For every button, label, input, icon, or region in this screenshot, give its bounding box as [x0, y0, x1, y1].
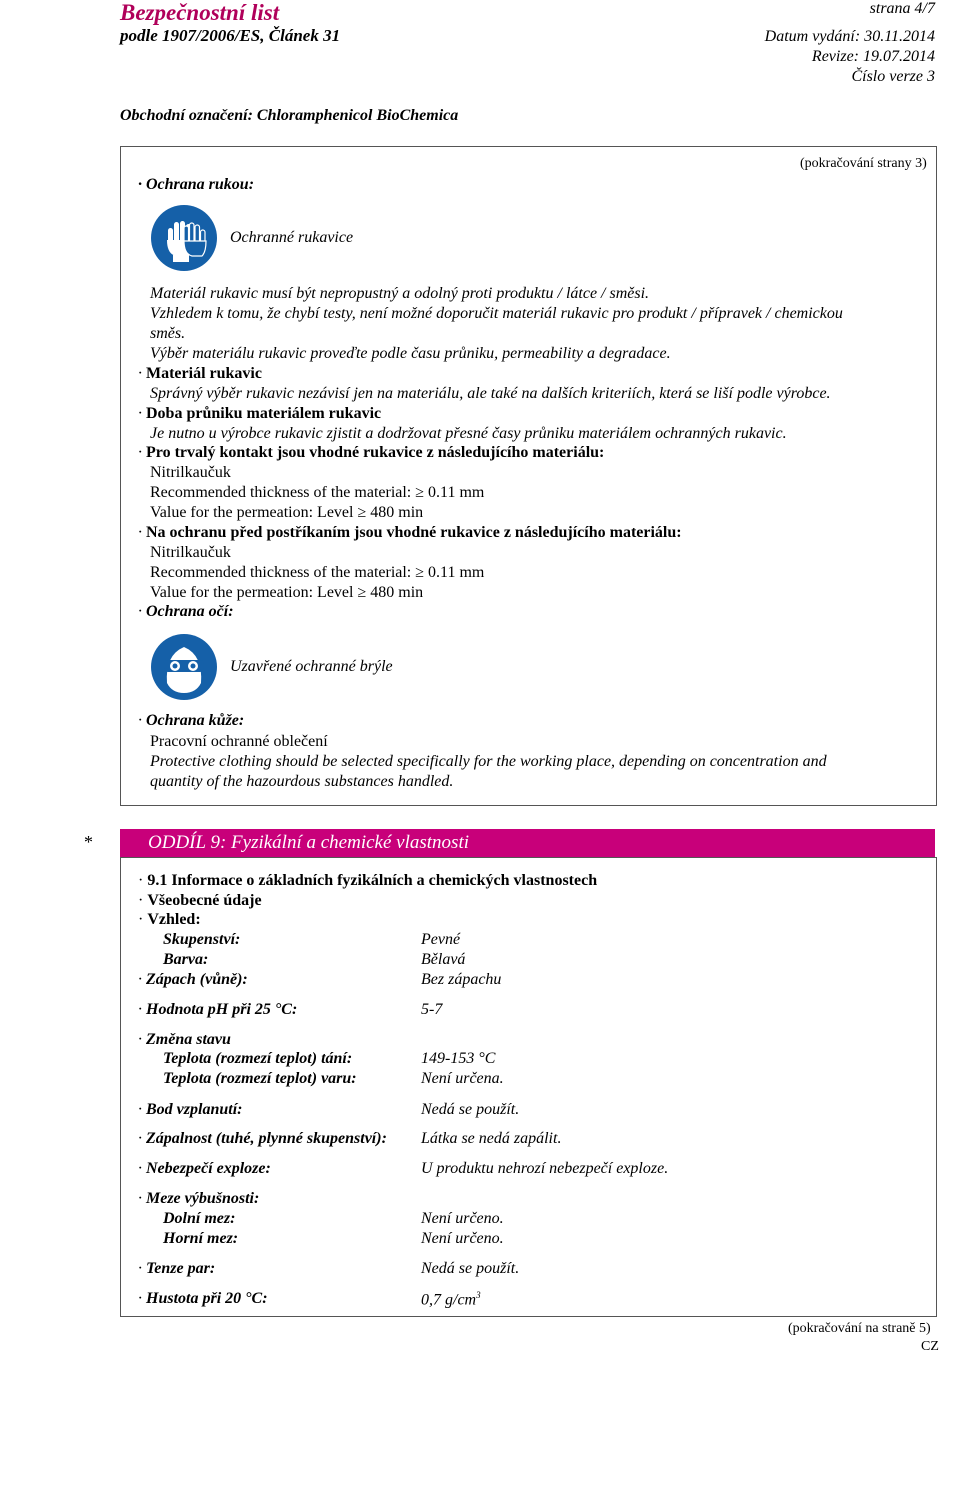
penetration-time-label: · Doba průniku materiálem rukavic [138, 405, 382, 422]
skin-text-2: Protective clothing should be selected specifically for the working place, depending on concentration and [150, 753, 827, 770]
ph-value: 5-7 [421, 1001, 443, 1018]
hand-text-1: Materiál rukavic musí být nepropustný a odolný proti produktu / látce / směsi. [150, 285, 650, 302]
skin-text-3: quantity of the hazourdous substances handled. [150, 773, 454, 790]
hand-protection-label: · Ochrana rukou: [138, 176, 255, 193]
state-change-label: · Změna stavu [138, 1031, 231, 1048]
flammability-value: Látka se nedá zapálit. [421, 1130, 562, 1147]
version-number: Číslo verze 3 [851, 68, 935, 85]
lower-limit-value: Není určeno. [421, 1210, 504, 1227]
glove-material-label: · Materiál rukavic [138, 365, 262, 382]
permanent-permeation: Value for the permeation: Level ≥ 480 min [150, 504, 424, 521]
skin-text-1: Pracovní ochranné oblečení [150, 733, 328, 750]
gloves-icon [150, 204, 218, 272]
document-subtitle: podle 1907/2006/ES, Článek 31 [120, 26, 341, 45]
splash-permeation: Value for the permeation: Level ≥ 480 min [150, 584, 424, 601]
eye-protection-label: · Ochrana očí: [138, 603, 234, 620]
flash-point-value: Nedá se použít. [421, 1101, 520, 1118]
permanent-contact-label: · Pro trvalý kontakt jsou vhodné rukavice z následujícího materiálu: [138, 444, 605, 461]
document-title: Bezpečnostní list [120, 0, 280, 25]
flammability-label: · Zápalnost (tuhé, plynné skupenství): [138, 1130, 387, 1147]
language-code: CZ [921, 1339, 939, 1354]
gloves-caption: Ochranné rukavice [230, 229, 354, 246]
goggles-icon [150, 633, 218, 701]
melting-point-value: 149-153 °C [421, 1050, 496, 1067]
splash-material: Nitrilkaučuk [150, 544, 231, 561]
hand-text-3: směs. [150, 325, 186, 342]
flash-point-label: · Bod vzplanutí: [138, 1101, 243, 1118]
vapour-pressure-value: Nedá se použít. [421, 1260, 520, 1277]
melting-point-label: Teplota (rozmezí teplot) tání: [163, 1050, 353, 1067]
issue-date: Datum vydání: 30.11.2014 [764, 28, 935, 45]
section9-title-bar [120, 829, 935, 857]
upper-limit-value: Není určeno. [421, 1230, 504, 1247]
color-value: Bělavá [421, 951, 466, 968]
splash-thickness: Recommended thickness of the material: ≥ 0.11 mm [150, 564, 485, 581]
appearance-label: · Vzhled: [138, 911, 201, 928]
explosion-hazard-value: U produktu nehrozí nebezpečí exploze. [421, 1160, 669, 1177]
color-label: Barva: [163, 951, 209, 968]
revision-date: Revize: 19.07.2014 [811, 48, 935, 65]
hand-text-4: Výběr materiálu rukavic proveďte podle času průniku, permeability a degradace. [150, 345, 671, 362]
permanent-material: Nitrilkaučuk [150, 464, 231, 481]
density-label: · Hustota při 20 °C: [138, 1290, 268, 1307]
vapour-pressure-label: · Tenze par: [138, 1260, 216, 1277]
explosion-hazard-label: · Nebezpečí exploze: [138, 1160, 271, 1177]
boiling-point-label: Teplota (rozmezí teplot) varu: [163, 1070, 357, 1087]
glove-material-text: Správný výběr rukavic nezávisí jen na materiálu, ale také na dalších kriteriích, která se liší podle výrobce. [150, 385, 831, 402]
density-value: 0,7 $g/cm^3$ [421, 1290, 481, 1309]
state-label: Skupenství: [163, 931, 241, 948]
general-info-label: · Všeobecné údaje [138, 892, 262, 909]
revision-star: * [84, 832, 93, 852]
section9-subheading: · 9.1 Informace o základních fyzikálních a chemických vlastnostech [138, 872, 598, 889]
lower-limit-label: Dolní mez: [163, 1210, 236, 1227]
page-number: strana 4/7 [869, 0, 935, 17]
explosive-limits-label: · Meze výbušnosti: [138, 1190, 260, 1207]
trade-name: Obchodní označení: Chloramphenicol BioChemica [120, 107, 459, 124]
upper-limit-label: Horní mez: [163, 1230, 239, 1247]
splash-label: · Na ochranu před postříkaním jsou vhodné rukavice z následujícího materiálu: [138, 524, 682, 541]
permanent-thickness: Recommended thickness of the material: ≥ 0.11 mm [150, 484, 485, 501]
continuation-from: (pokračování strany 3) [800, 156, 927, 171]
odor-value: Bez zápachu [421, 971, 502, 988]
skin-protection-label: · Ochrana kůže: [138, 712, 245, 729]
section9-title: ODDÍL 9: Fyzikální a chemické vlastnosti [148, 832, 469, 853]
continuation-to: (pokračování na straně 5) [788, 1321, 931, 1336]
boiling-point-value: Není určena. [421, 1070, 504, 1087]
ph-label: · Hodnota pH při 25 °C: [138, 1001, 298, 1018]
odor-label: · Zápach (vůně): [138, 971, 248, 988]
penetration-time-text: Je nutno u výrobce rukavic zjistit a dodržovat přesné časy průniku materiálem ochranných rukavic. [150, 425, 787, 442]
state-value: Pevné [421, 931, 461, 948]
hand-text-2: Vzhledem k tomu, že chybí testy, není možné doporučit materiál rukavic pro produkt / přípravek / chemickou [150, 305, 843, 322]
goggles-caption: Uzavřené ochranné brýle [230, 658, 393, 675]
